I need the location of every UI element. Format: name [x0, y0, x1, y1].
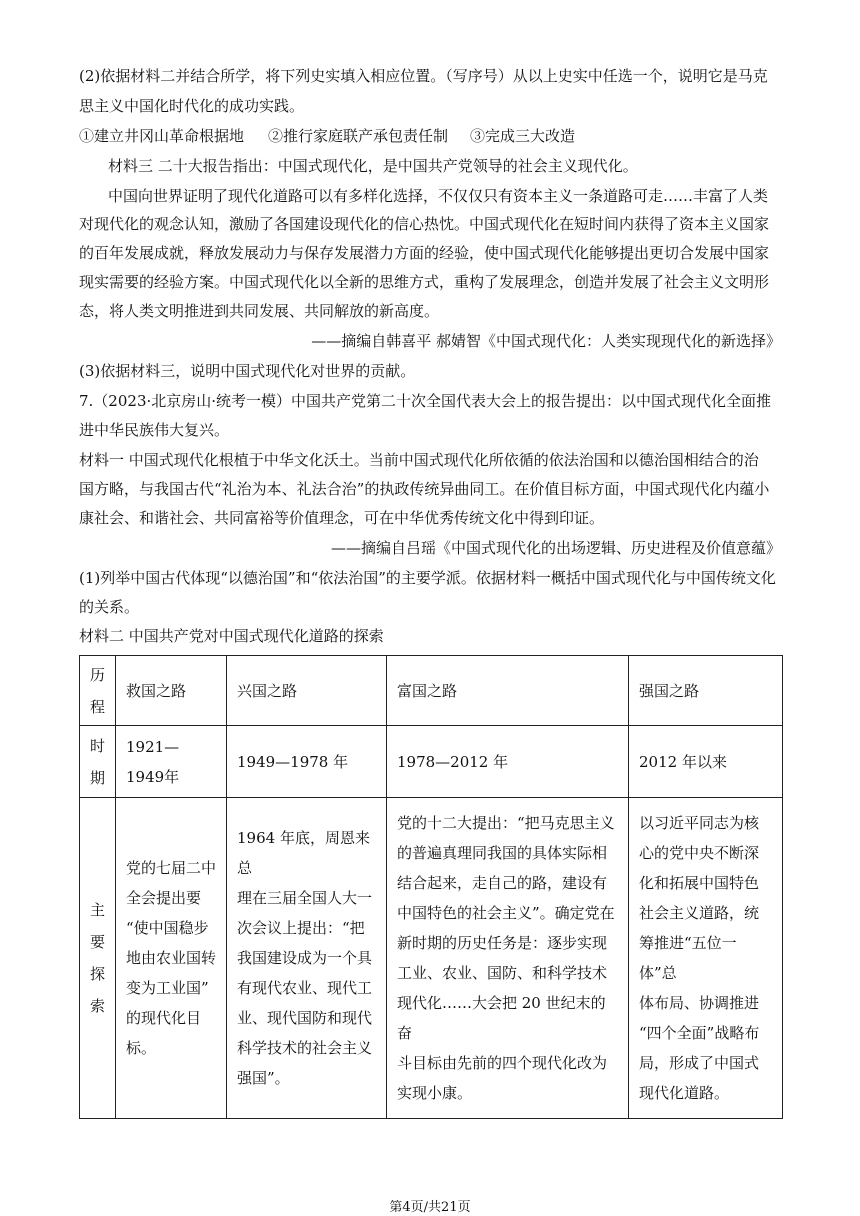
material-3-title: 材料三 二十大报告指出：中国式现代化，是中国共产党领导的社会主义现代化。 — [108, 157, 638, 175]
option-2: ②推行家庭联产承包责任制 — [268, 127, 449, 145]
exploration-table — [79, 655, 783, 1119]
material-3-para-line: 的百年发展成就，释放发展动力与保存发展潜力方面的经验，使中国式现代化能够提出更切合发展中国家 — [79, 244, 770, 262]
table-cell: 兴国之路 — [227, 656, 387, 726]
material-3-para-line: 对现代化的观念认知，激励了各国建设现代化的信心热忱。中国式现代化在短时间内获得了资本主义国家 — [79, 215, 770, 233]
table-cell: 以习近平同志为核 心的党中央不断深 化和拓展中国特色 社会主义道路，统 筹推进“五位一体”总 体布局、协调推进 “四个全面”战略布 局，形成了中国式 现代化道路。 — [629, 798, 783, 1119]
question-7-line-2: 进中华民族伟大复兴。 — [79, 421, 230, 439]
material-1-line: 材料一 中国式现代化根植于中华文化沃土。当前中国式现代化所依循的依法治国和以德治国相结合的治 — [79, 451, 759, 469]
material-3-para-line: 态，将人类文明推进到共同发展、共同解放的新高度。 — [79, 302, 440, 320]
table-cell: 2012 年以来 — [629, 726, 783, 798]
row-header-period: 时 期 — [80, 726, 116, 798]
option-1: ①建立井冈山革命根据地 — [79, 127, 245, 145]
material-2-title: 材料二 中国共产党对中国式现代化道路的探索 — [79, 627, 384, 645]
table-cell: 富国之路 — [387, 656, 629, 726]
material-3-para-line: 中国向世界证明了现代化道路可以有多样化选择，不仅仅只有资本主义一条道路可走……丰富了人类 — [108, 187, 769, 205]
question-7-line-1: 7.（2023·北京房山·统考一模）中国共产党第二十次全国代表大会上的报告提出：以中国式现代化全面推 — [79, 392, 772, 410]
question-2-line-1: (2)依据材料二并结合所学，将下列史实填入相应位置。（写序号）从以上史实中任选一个，说明它是马克 — [79, 67, 768, 85]
question-1-line-2: 的关系。 — [79, 598, 140, 616]
table-cell: 党的七届二中 全会提出要 “使中国稳步 地由农业国转 变为工业国” 的现代化目 标。 — [116, 798, 227, 1119]
question-3: (3)依据材料三，说明中国式现代化对世界的贡献。 — [79, 362, 416, 380]
material-3-para-line: 现实需要的经验方案。中国式现代化以全新的思维方式，重构了发展理念，创造并发展了社会主义文明形 — [79, 273, 770, 291]
table-cell: 1978—2012 年 — [387, 726, 629, 798]
question-2-line-2: 思主义中国化时代化的成功实践。 — [79, 97, 305, 115]
page-footer: 第4页/共21页 — [389, 1200, 471, 1215]
question-1-line-1: (1)列举中国古代体现“以德治国”和“依法治国”的主要学派。依据材料一概括中国式现代化与中国传统文化 — [79, 569, 776, 587]
table-cell: 1949—1978 年 — [227, 726, 387, 798]
row-header-exploration: 主 要 探 索 — [80, 798, 116, 1119]
material-1-line: 康社会、和谐社会、共同富裕等价值理念，可在中华优秀传统文化中得到印证。 — [79, 509, 605, 527]
table-cell: 救国之路 — [116, 656, 227, 726]
material-3-source: ——摘编自韩喜平 郝婧智《中国式现代化：人类实现现代化的新选择》 — [311, 332, 781, 350]
table-cell: 强国之路 — [629, 656, 783, 726]
table-cell: 党的十二大提出：“把马克思主义 的普遍真理同我国的具体实际相 结合起来，走自己的路，建设有 中国特色的社会主义”。确定党在 新时期的历史任务是：逐步实现 工业、农业、国防、和科学技术 现代化……大会把 20 世纪末的奋 斗目标由先前的四个现代化改为 实现小康。 — [387, 798, 629, 1119]
material-1-source: ——摘编自吕瑶《中国式现代化的出场逻辑、历史进程及价值意蕴》 — [330, 539, 781, 557]
table-row — [80, 798, 783, 1119]
option-3: ③完成三大改造 — [470, 127, 576, 145]
row-header-course: 历 程 — [80, 656, 116, 726]
table-cell: 1921—1949年 — [116, 726, 227, 798]
table-cell: 1964 年底，周恩来总 理在三届全国人大一 次会议上提出：“把 我国建设成为一个具 有现代农业、现代工 业、现代国防和现代 科学技术的社会主义 强国”。 — [227, 798, 387, 1119]
table-row — [80, 726, 783, 798]
material-1-line: 国方略，与我国古代“礼治为本、礼法合治”的执政传统异曲同工。在价值目标方面，中国式现代化内蕴小 — [79, 480, 770, 498]
options-line — [79, 126, 781, 146]
table-row — [80, 656, 783, 726]
